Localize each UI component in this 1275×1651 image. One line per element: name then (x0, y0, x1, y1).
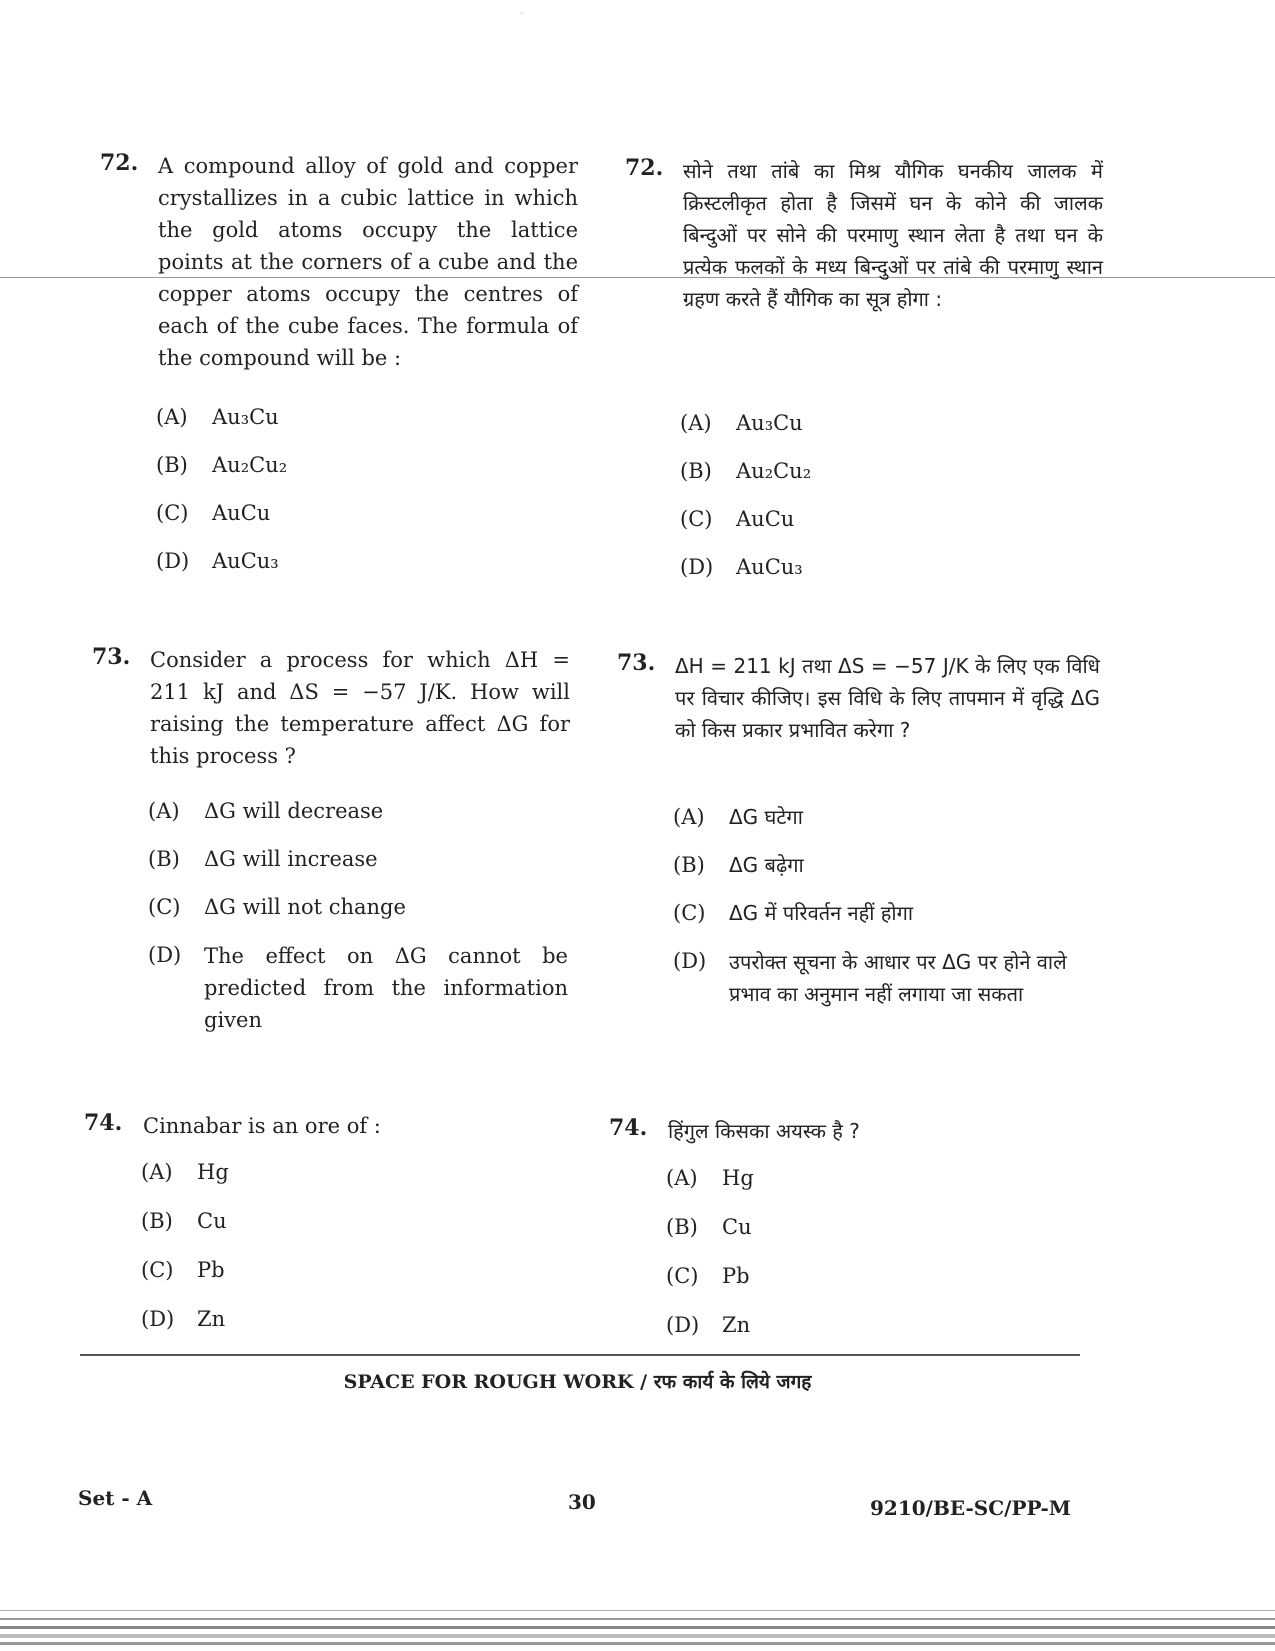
question-stem: A compound alloy of gold and copper crystallizes in a cubic lattice in which the gold atoms occupy the lattice points at the corners of a cube and the copper atoms occupy the centres of each of the cube faces. The formula of the compound will be : (158, 154, 578, 370)
option-text: ΔG में परिवर्तन नहीं होगा (729, 901, 914, 925)
option-text: The effect on ΔG cannot be predicted from the information given (204, 944, 568, 1032)
option-b (141, 1206, 227, 1236)
option-a (680, 408, 803, 438)
option-text: AuCu₃ (212, 549, 279, 573)
option-label: (D) (680, 555, 714, 579)
option-a (148, 796, 383, 826)
option-text: Cu (197, 1209, 227, 1233)
option-label: (C) (156, 501, 189, 525)
option-label: (B) (156, 453, 188, 477)
option-b (673, 850, 804, 880)
rough-work-divider (80, 1354, 1080, 1356)
option-label: (D) (673, 949, 707, 973)
bottom-border-line (0, 1618, 1275, 1620)
question-stem: Consider a process for which ΔH = 211 kJ and ΔS = −57 J/K. How will raising the temperature affect ΔG for this process ? (150, 648, 570, 768)
bottom-border-line (0, 1634, 1275, 1638)
option-text: Cu (722, 1215, 752, 1239)
option-text: Au₃Cu (212, 405, 279, 429)
option-b (156, 450, 287, 480)
question-stem: ΔH = 211 kJ तथा ΔS = −57 J/K के लिए एक विधि पर विचार कीजिए। इस विधि के लिए तापमान में वृद्धि ΔG को किस प्रकार प्रभावित करेगा ? (675, 654, 1100, 742)
bottom-border-line (0, 1642, 1275, 1645)
option-label: (C) (666, 1264, 699, 1288)
option-label: (A) (141, 1160, 173, 1184)
rough-work-label: SPACE FOR ROUGH WORK / रफ कार्य के लिये जगह (343, 1371, 812, 1393)
option-label: (B) (666, 1215, 698, 1239)
option-label: (A) (680, 411, 712, 435)
page-number: 30 (568, 1490, 596, 1514)
option-text: ΔG घटेगा (729, 805, 803, 829)
option-label: (C) (673, 901, 706, 925)
option-c (680, 504, 794, 534)
option-label: (D) (141, 1307, 175, 1331)
option-label: (D) (148, 943, 182, 967)
question-number: 72. (625, 155, 664, 181)
scan-mark: - (520, 8, 524, 19)
paper-code: 9210/BE-SC/PP-M (870, 1496, 1071, 1520)
option-text: AuCu₃ (736, 555, 803, 579)
question-stem: Cinnabar is an ore of : (143, 1114, 381, 1138)
option-text: Zn (197, 1307, 226, 1331)
option-text: Pb (197, 1258, 225, 1282)
option-text: ΔG will increase (204, 847, 378, 871)
option-a (156, 402, 279, 432)
option-c (666, 1261, 750, 1291)
option-text: Hg (722, 1166, 754, 1190)
bottom-border-line (0, 1610, 1275, 1611)
option-d (156, 546, 279, 576)
option-a (673, 802, 803, 832)
option-label: (D) (666, 1313, 700, 1337)
question-number: 73. (617, 650, 656, 676)
option-text: ΔG will not change (204, 895, 406, 919)
bottom-border-line (0, 1626, 1275, 1629)
option-text: Au₂Cu₂ (212, 453, 288, 477)
option-b (148, 844, 378, 874)
option-text: ΔG will decrease (204, 799, 384, 823)
option-text: AuCu (736, 507, 795, 531)
question-number: 74. (609, 1115, 648, 1141)
option-label: (D) (156, 549, 190, 573)
option-label: (A) (148, 799, 180, 823)
option-d (666, 1310, 750, 1340)
option-label: (A) (666, 1166, 698, 1190)
option-a (666, 1163, 754, 1193)
option-d (148, 940, 568, 1036)
set-label: Set - A (78, 1486, 153, 1510)
option-text: Pb (722, 1264, 750, 1288)
question-number: 72. (100, 150, 139, 176)
option-b (680, 456, 811, 486)
question-number: 73. (92, 644, 131, 670)
option-d (673, 946, 1098, 1010)
question-stem: सोने तथा तांबे का मिश्र यौगिक घनकीय जालक में क्रिस्टलीकृत होता है जिसमें घन के कोने की जालक बिन्दुओं पर सोने की परमाणु स्थान लेता है तथा घन के प्रत्येक फलकों के मध्य बिन्दुओं पर तांबे की परमाणु स्थान ग्रहण करते हैं यौगिक का सूत्र होगा : (683, 159, 1103, 311)
question-stem: हिंगुल किसका अयस्क है ? (668, 1119, 860, 1143)
option-c (156, 498, 270, 528)
option-text: उपरोक्त सूचना के आधार पर ΔG पर होने वाले प्रभाव का अनुमान नहीं लगाया जा सकता (729, 950, 1067, 1006)
option-label: (C) (141, 1258, 174, 1282)
question-number: 74. (84, 1110, 123, 1136)
option-text: Zn (722, 1313, 751, 1337)
option-label: (B) (141, 1209, 173, 1233)
option-label: (B) (148, 847, 180, 871)
option-d (141, 1304, 225, 1334)
option-b (666, 1212, 752, 1242)
option-label: (A) (673, 805, 705, 829)
option-text: AuCu (212, 501, 271, 525)
option-label: (B) (680, 459, 712, 483)
option-text: ΔG बढ़ेगा (729, 853, 804, 877)
option-d (680, 552, 803, 582)
option-label: (A) (156, 405, 188, 429)
option-label: (B) (673, 853, 705, 877)
option-label: (C) (148, 895, 181, 919)
option-a (141, 1157, 229, 1187)
option-text: Au₃Cu (736, 411, 803, 435)
option-label: (C) (680, 507, 713, 531)
option-c (148, 892, 406, 922)
option-text: Hg (197, 1160, 229, 1184)
option-c (673, 898, 913, 928)
option-c (141, 1255, 225, 1285)
option-text: Au₂Cu₂ (736, 459, 812, 483)
